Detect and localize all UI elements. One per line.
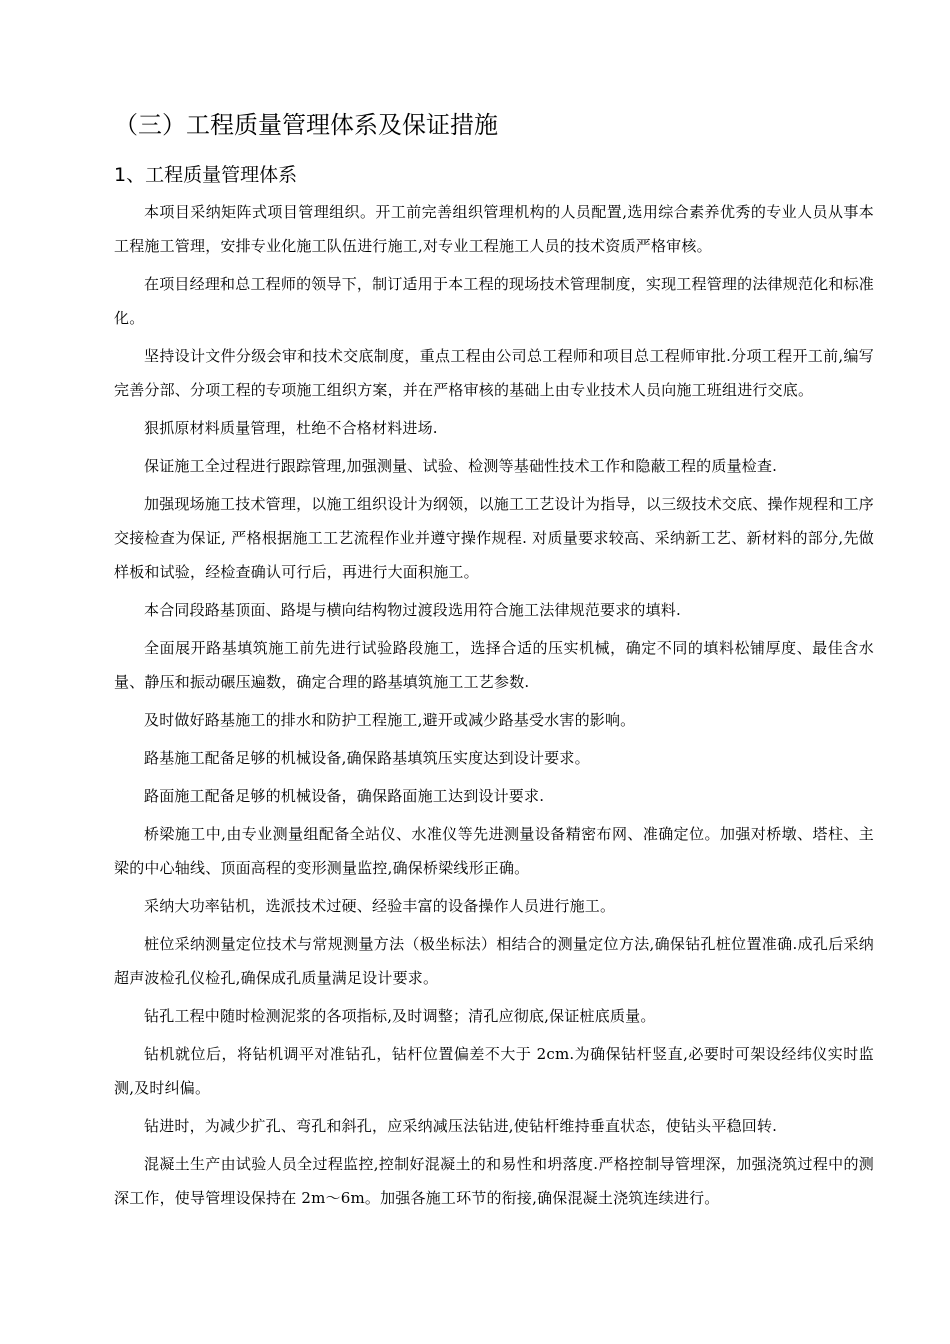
- paragraph: 在项目经理和总工程师的领导下，制订适用于本工程的现场技术管理制度，实现工程管理的法律规范化和标准化。: [114, 275, 874, 327]
- document-title: （三）工程质量管理体系及保证措施: [114, 111, 498, 139]
- paragraph: 本合同段路基顶面、路堤与横向结构物过渡段选用符合施工法律规范要求的填料.: [144, 601, 681, 619]
- paragraph: 混凝土生产由试验人员全过程监控,控制好混凝土的和易性和坍落度.严格控制导管埋深，加强浇筑过程中的测深工作，使导管埋设保持在 2m～6m。加强各施工环节的衔接,确保混凝土浇筑连续进行。: [114, 1155, 874, 1207]
- paragraph: 狠抓原材料质量管理，杜绝不合格材料进场.: [144, 419, 438, 437]
- paragraph: 坚持设计文件分级会审和技术交底制度，重点工程由公司总工程师和项目总工程师审批.分项工程开工前,编写完善分部、分项工程的专项施工组织方案，并在严格审核的基础上由专业技术人员向施工班组进行交底。: [114, 347, 874, 399]
- body-text: [114, 195, 874, 1219]
- paragraph: 钻孔工程中随时检测泥浆的各项指标,及时调整；清孔应彻底,保证桩底质量。: [144, 1007, 656, 1025]
- paragraph: 采纳大功率钻机，选派技术过硬、经验丰富的设备操作人员进行施工。: [144, 897, 616, 915]
- paragraph: 钻机就位后，将钻机调平对准钻孔，钻杆位置偏差不大于 2cm.为确保钻杆竖直,必要时可架设经纬仪实时监测,及时纠偏。: [114, 1045, 874, 1097]
- paragraph: 路基施工配备足够的机械设备,确保路基填筑压实度达到设计要求。: [144, 749, 590, 767]
- paragraph: 加强现场施工技术管理，以施工组织设计为纲领，以施工工艺设计为指导，以三级技术交底、操作规程和工序交接检查为保证, 严格根据施工工艺流程作业并遵守操作规程. 对质量要求较高、采纳新工艺、新材料的部分,先做样板和试验，经检查确认可行后，再进行大面积施工。: [114, 495, 874, 581]
- section-heading: 1、工程质量管理体系: [114, 164, 298, 186]
- paragraph: 保证施工全过程进行跟踪管理,加强测量、试验、检测等基础性技术工作和隐蔽工程的质量检查.: [144, 457, 778, 475]
- paragraph: 桥梁施工中,由专业测量组配备全站仪、水准仪等先进测量设备精密布网、准确定位。加强对桥墩、塔柱、主梁的中心轴线、顶面高程的变形测量监控,确保桥梁线形正确。: [114, 825, 874, 877]
- paragraph: 路面施工配备足够的机械设备，确保路面施工达到设计要求.: [144, 787, 545, 805]
- paragraph: 全面展开路基填筑施工前先进行试验路段施工，选择合适的压实机械，确定不同的填料松铺厚度、最佳含水量、静压和振动碾压遍数，确定合理的路基填筑施工工艺参数.: [114, 639, 874, 691]
- paragraph: 桩位采纳测量定位技术与常规测量方法（极坐标法）相结合的测量定位方法,确保钻孔桩位置准确.成孔后采纳超声波检孔仪检孔,确保成孔质量满足设计要求。: [114, 935, 874, 987]
- paragraph: 本项目采纳矩阵式项目管理组织。开工前完善组织管理机构的人员配置,选用综合素养优秀的专业人员从事本工程施工管理，安排专业化施工队伍进行施工,对专业工程施工人员的技术资质严格审核。: [114, 203, 874, 255]
- paragraph: 及时做好路基施工的排水和防护工程施工,避开或减少路基受水害的影响。: [144, 711, 636, 729]
- paragraph: 钻进时，为减少扩孔、弯孔和斜孔，应采纳减压法钻进,使钻杆维持垂直状态，使钻头平稳回转.: [144, 1117, 778, 1135]
